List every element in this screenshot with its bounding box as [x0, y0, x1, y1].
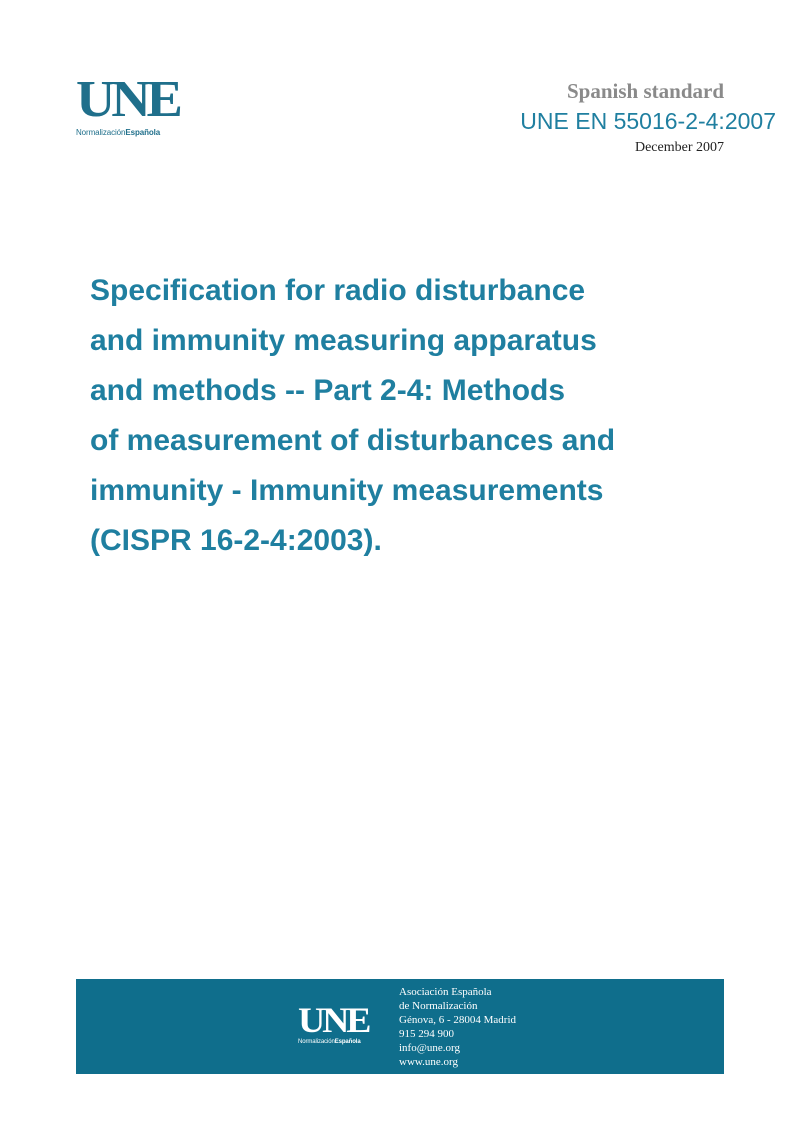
- phone: 915 294 900: [399, 1028, 454, 1040]
- footer-contact: [399, 985, 516, 1069]
- standard-code: UNE EN 55016-2-4:2007: [520, 108, 776, 134]
- email-link[interactable]: info@une.org: [399, 1042, 460, 1054]
- footer-logo-tagline-normal: Normalización: [298, 1039, 335, 1045]
- organization-name-line1: Asociación Española: [399, 986, 492, 998]
- website-link[interactable]: www.une.org: [399, 1056, 458, 1068]
- address: Génova, 6 - 28004 Madrid: [399, 1014, 517, 1026]
- title-line: of measurement of disturbances and: [90, 424, 616, 457]
- standard-header: [376, 78, 776, 158]
- logo-tagline-bold: Española: [125, 128, 161, 137]
- title-line: and methods -- Part 2-4: Methods: [90, 374, 566, 407]
- title-line: Specification for radio disturbance: [90, 274, 586, 307]
- logo-tagline: [76, 128, 196, 137]
- standard-type: Spanish standard: [567, 79, 724, 103]
- logo-tagline-normal: Normalización: [76, 128, 126, 137]
- footer-logo-tagline-bold: Española: [334, 1039, 361, 1045]
- organization-name-line2: de Normalización: [399, 1000, 478, 1012]
- footer-logo: [298, 1000, 388, 1045]
- footer-logo-mark: UNE: [298, 1000, 369, 1040]
- une-logo: [76, 71, 196, 146]
- standard-date: December 2007: [634, 140, 724, 155]
- title-line: (CISPR 16-2-4:2003).: [90, 524, 382, 557]
- logo-mark: UNE: [76, 71, 179, 128]
- document-title: [90, 266, 650, 566]
- title-line: immunity - Immunity measurements: [90, 474, 604, 507]
- footer-band: [76, 979, 724, 1074]
- title-line: and immunity measuring apparatus: [90, 324, 597, 357]
